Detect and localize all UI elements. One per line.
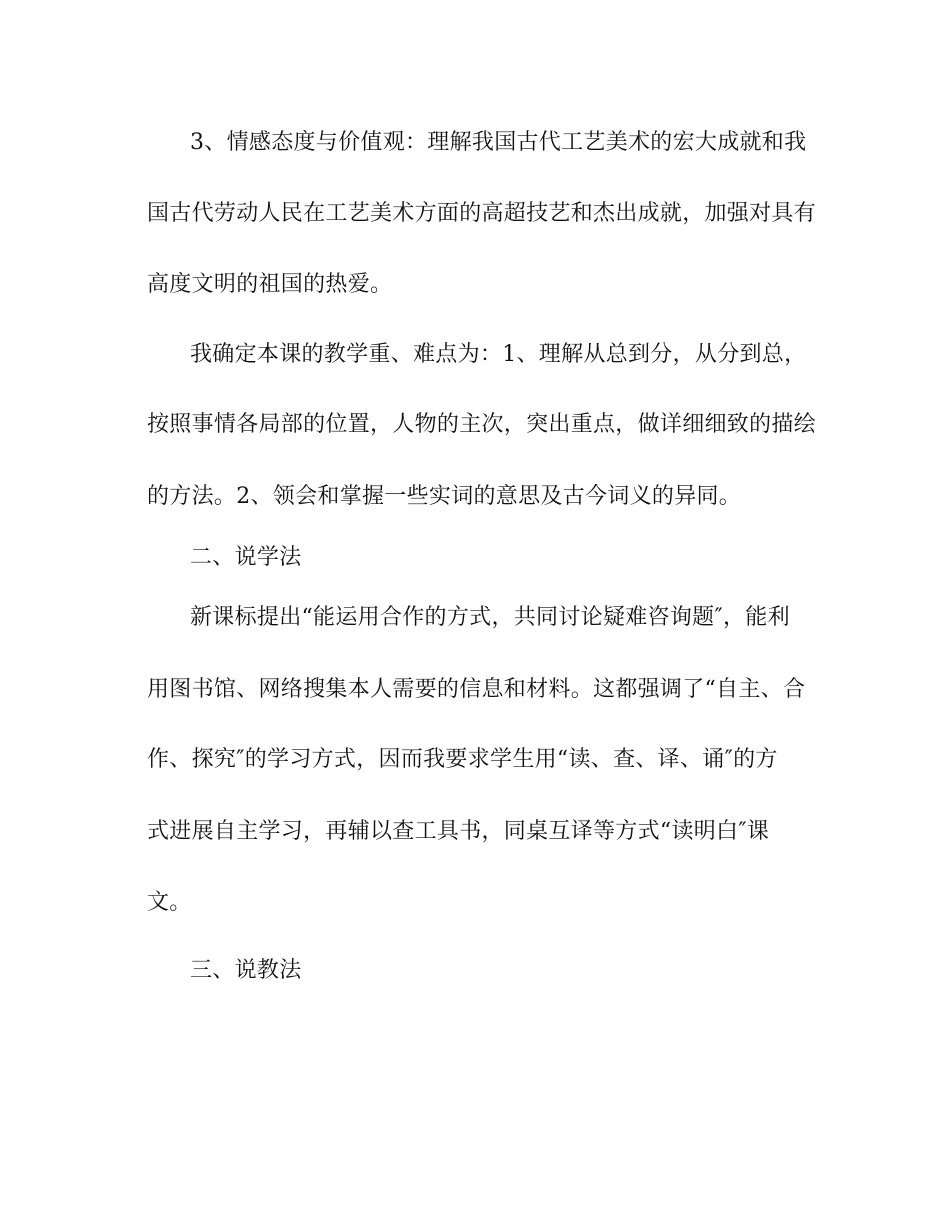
paragraph-learning-line-5: 文。 xyxy=(147,890,192,915)
section-heading-teaching-method: 三、说教法 xyxy=(190,958,302,983)
paragraph-values-line-3: 高度文明的祖国的热爱。 xyxy=(147,272,393,297)
paragraph-learning-line-4: 式进展自主学习，再辅以查工具书，同桌互译等方式“读明白″课 xyxy=(147,819,770,844)
paragraph-values-line-1: 3、情感态度与价值观：理解我国古代工艺美术的宏大成就和我 xyxy=(190,130,807,155)
paragraph-learning-line-1: 新课标提出“能运用合作的方式，共同讨论疑难咨询题″，能利 xyxy=(190,605,790,630)
paragraph-values-line-2: 国古代劳动人民在工艺美术方面的高超技艺和杰出成就，加强对具有 xyxy=(147,201,817,226)
paragraph-key-points-line-1: 我确定本课的教学重、难点为：1、理解从总到分，从分到总， xyxy=(190,342,807,367)
section-heading-learning-method: 二、说学法 xyxy=(190,545,302,570)
paragraph-learning-line-3: 作、探究″的学习方式，因而我要求学生用“读、查、译、诵″的方 xyxy=(147,747,778,772)
paragraph-learning-line-2: 用图书馆、网络搜集本人需要的信息和材料。这都强调了“自主、合 xyxy=(147,677,806,702)
paragraph-key-points-line-3: 的方法。2、领会和掌握一些实词的意思及古今词义的异同。 xyxy=(147,484,742,509)
paragraph-key-points-line-2: 按照事情各局部的位置，人物的主次，突出重点，做详细细致的描绘 xyxy=(147,412,817,437)
